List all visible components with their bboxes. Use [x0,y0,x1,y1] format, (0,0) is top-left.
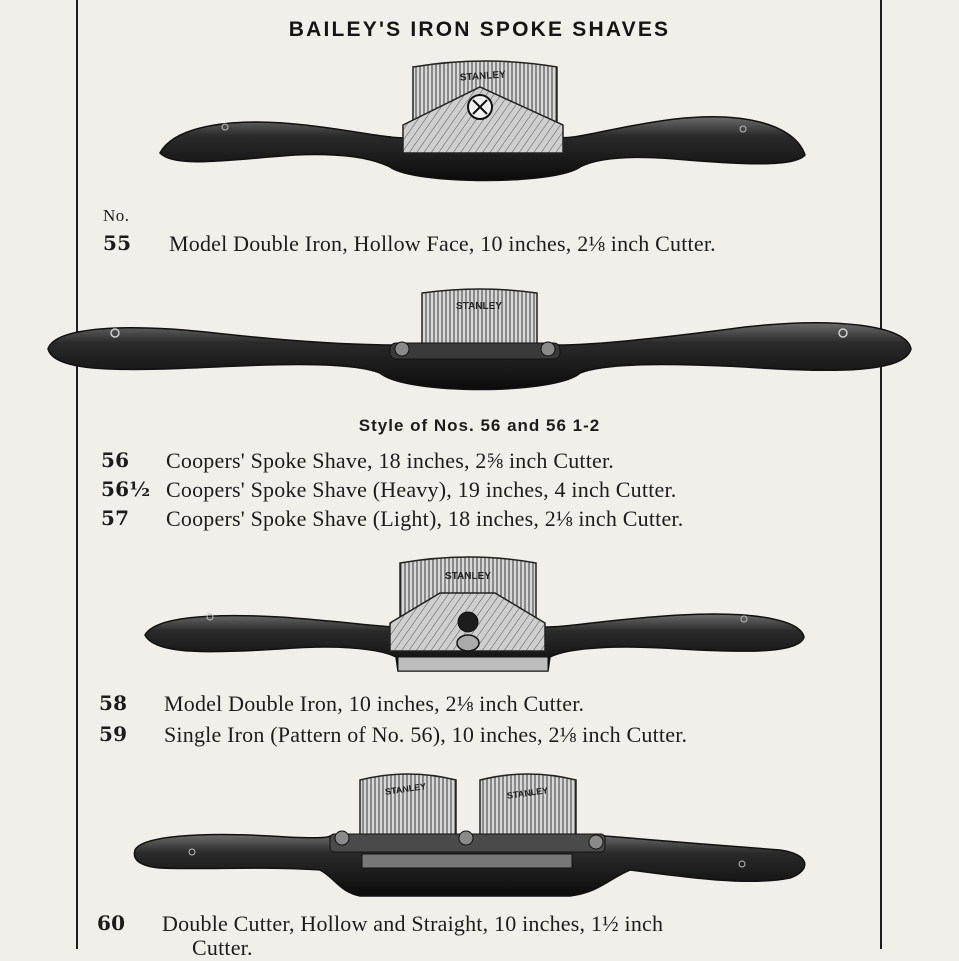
coopers-spoke-shave-illustration [45,283,913,403]
entry-description: Coopers' Spoke Shave (Heavy), 19 inches, 4 inch Cutter. [166,477,677,502]
entry-description: Model Double Iron, Hollow Face, 10 inches, 2⅛ inch Cutter. [169,231,716,256]
entry-number: 55 [103,231,132,255]
entry-number: 58 [99,691,128,715]
page-title: BAILEY'S IRON SPOKE SHAVES [288,18,671,41]
spoke-shave-55-illustration [155,55,810,205]
stanley-stamp: STANLEY [459,69,507,84]
entry-description: Single Iron (Pattern of No. 56), 10 inches, 2⅛ inch Cutter. [164,722,688,747]
stanley-stamp: STANLEY [384,781,427,797]
stanley-stamp: STANLEY [456,301,502,312]
stanley-stamp: STANLEY [506,785,549,801]
entry-number: 60 [97,911,126,935]
entry-description-continuation: Cutter. [192,935,253,960]
entry-description: Model Double Iron, 10 inches, 2⅛ inch Cutter. [164,691,585,716]
right-border-rule [880,0,882,949]
entry-number: 56 [101,448,130,472]
entry-number: 59 [99,722,128,746]
column-label: No. [103,206,130,225]
entry-number: 56½ [101,477,151,501]
spoke-shave-58-illustration [140,553,808,683]
stanley-stamp: STANLEY [445,571,491,582]
entry-description: Coopers' Spoke Shave, 18 inches, 2⅝ inch Cutter. [166,448,615,473]
left-border-rule [76,0,78,949]
spoke-shave-60-illustration [130,766,815,906]
entry-description: Double Cutter, Hollow and Straight, 10 inches, 1½ inch [162,911,664,936]
style-caption: Style of Nos. 56 and 56 1-2 [358,416,601,435]
entry-description: Coopers' Spoke Shave (Light), 18 inches, 2⅛ inch Cutter. [166,506,684,531]
entry-number: 57 [101,506,130,530]
